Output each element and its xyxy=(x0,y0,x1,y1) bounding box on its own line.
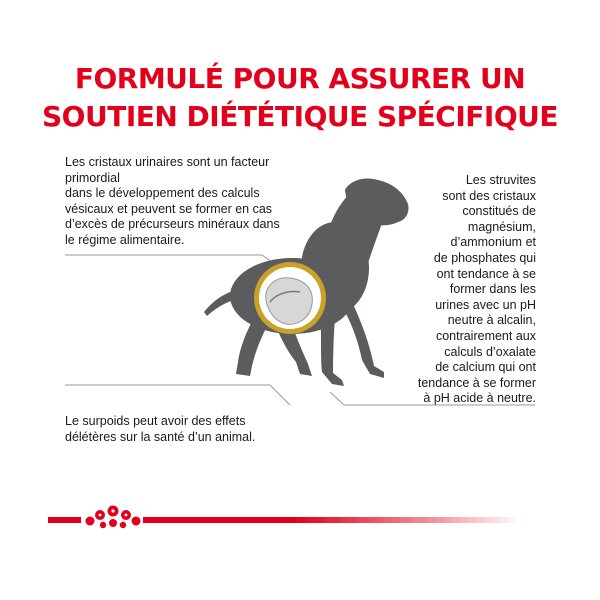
urinary-crystals-text xyxy=(65,155,315,249)
text-line: délétères sur la santé d’un animal. xyxy=(65,429,256,444)
text-line: à pH acide à neutre. xyxy=(423,391,536,406)
brand-bar-left xyxy=(48,517,81,523)
headline-line-1: FORMULÉ POUR ASSURER UN xyxy=(74,62,526,95)
headline-line-2: SOUTIEN DIÉTÉTIQUE SPÉCIFIQUE xyxy=(42,100,558,133)
leader-line-left xyxy=(65,255,280,268)
text-line: de phosphates qui xyxy=(433,250,536,265)
royal-canin-crown-logo xyxy=(84,504,142,530)
text-line: magnésium, xyxy=(467,219,536,234)
text-line: tendance à se former xyxy=(417,375,536,390)
leader-line-bottom xyxy=(65,385,290,405)
text-line: urines avec un pH xyxy=(435,297,536,312)
brand-bar-right xyxy=(143,517,523,523)
text-line: calculs d’oxalate xyxy=(444,344,536,359)
text-line: dans le développement des calculs xyxy=(65,186,260,201)
text-line: primordial xyxy=(65,170,120,185)
text-line: ont tendance à se xyxy=(436,266,536,281)
text-line: vésicaux et peuvent se former en cas xyxy=(65,201,273,216)
text-line: contrairement aux xyxy=(435,328,536,343)
text-line: constitués de xyxy=(462,204,536,219)
text-line: former dans les xyxy=(449,282,536,297)
text-line: neutre à alcalin, xyxy=(447,313,536,328)
struvite-text xyxy=(340,173,536,407)
text-line: d’excès de précurseurs minéraux dans xyxy=(65,217,280,232)
text-line: sont des cristaux xyxy=(442,188,536,203)
text-line: Les cristaux urinaires sont un facteur xyxy=(65,155,270,169)
text-line: le régime alimentaire. xyxy=(65,232,185,247)
text-line: de calcium qui ont xyxy=(435,360,536,375)
overweight-text xyxy=(65,414,305,445)
text-line: Les struvites xyxy=(465,173,536,187)
text-line: Le surpoids peut avoir des effets xyxy=(65,414,246,428)
bladder-badge xyxy=(254,262,326,334)
text-line: d’ammonium et xyxy=(450,235,536,250)
